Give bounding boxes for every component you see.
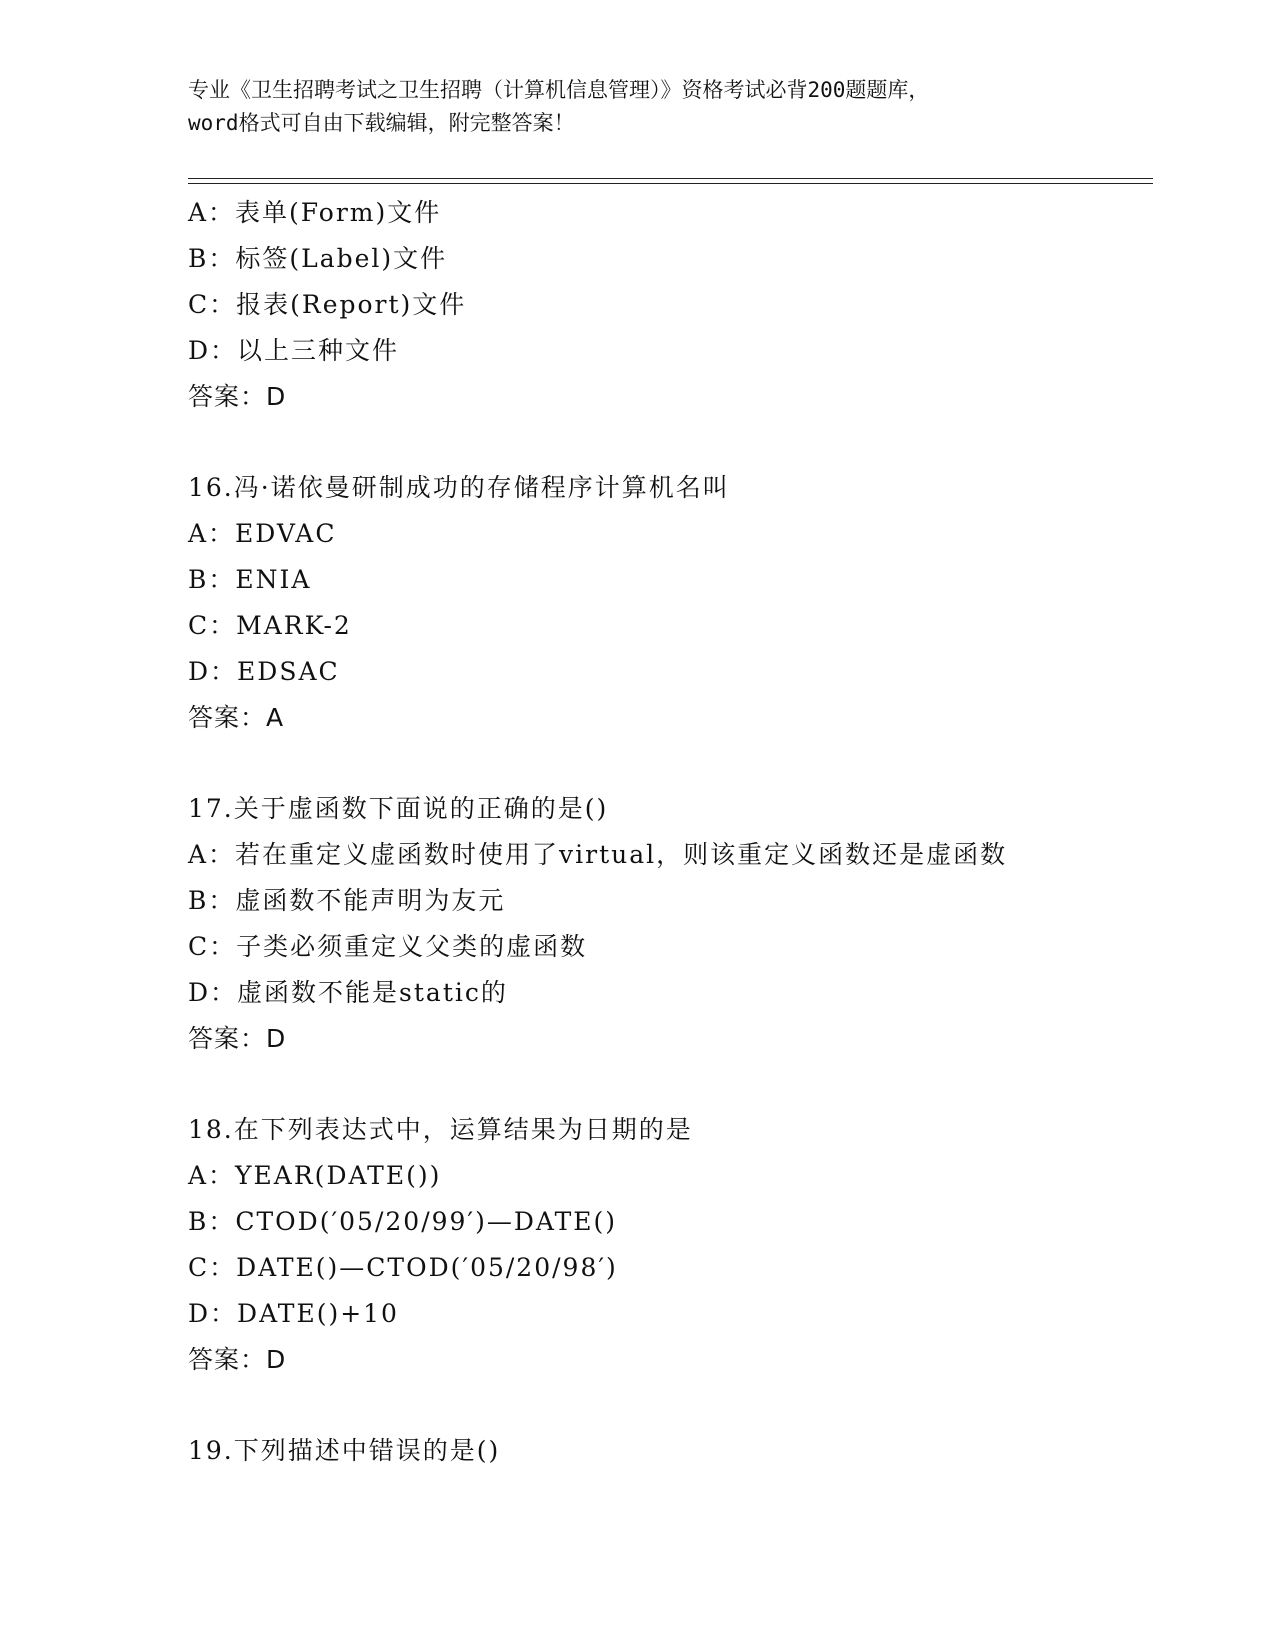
answer-line: 答案：D: [188, 1345, 287, 1374]
question-block: [188, 1428, 1148, 1474]
option-b: B：虚函数不能声明为友元: [188, 886, 506, 915]
option-b: B：标签(Label)文件: [188, 244, 448, 273]
option-c: C：DATE()—CTOD(′05/20/98′): [188, 1253, 618, 1282]
question-stem: 18.在下列表达式中，运算结果为日期的是: [188, 1115, 693, 1144]
question-block: [188, 190, 1148, 420]
answer-line: 答案：D: [188, 382, 287, 411]
option-c: C：报表(Report)文件: [188, 290, 467, 319]
header-line-2: word格式可自由下载编辑，附完整答案！: [188, 111, 575, 135]
header-line-1: 专业《卫生招聘考试之卫生招聘（计算机信息管理）》资格考试必背200题题库，: [188, 78, 930, 102]
option-d: D：虚函数不能是static的: [188, 978, 508, 1007]
option-b: B：CTOD(′05/20/99′)—DATE(): [188, 1207, 618, 1236]
question-block: [188, 465, 1148, 741]
option-a: A：若在重定义虚函数时使用了virtual，则该重定义函数还是虚函数: [188, 840, 1008, 869]
option-d: D：DATE()+10: [188, 1299, 399, 1328]
option-d: D：以上三种文件: [188, 336, 400, 365]
question-stem: 16.冯·诺依曼研制成功的存储程序计算机名叫: [188, 473, 730, 502]
question-list: [188, 190, 1148, 1474]
question-stem: 19.下列描述中错误的是(): [188, 1436, 501, 1465]
header-divider-top: [188, 178, 1153, 179]
option-c: C：MARK-2: [188, 611, 352, 640]
option-d: D：EDSAC: [188, 657, 340, 686]
document-header: [188, 74, 1088, 140]
option-b: B：ENIA: [188, 565, 312, 594]
question-stem: 17.关于虚函数下面说的正确的是(): [188, 794, 609, 823]
option-c: C：子类必须重定义父类的虚函数: [188, 932, 588, 961]
option-a: A：YEAR(DATE()): [188, 1161, 442, 1190]
answer-line: 答案：A: [188, 703, 285, 732]
option-a: A：EDVAC: [188, 519, 337, 548]
header-divider-bottom: [188, 183, 1153, 184]
question-block: [188, 786, 1148, 1062]
question-block: [188, 1107, 1148, 1383]
option-a: A：表单(Form)文件: [188, 198, 442, 227]
answer-line: 答案：D: [188, 1024, 287, 1053]
